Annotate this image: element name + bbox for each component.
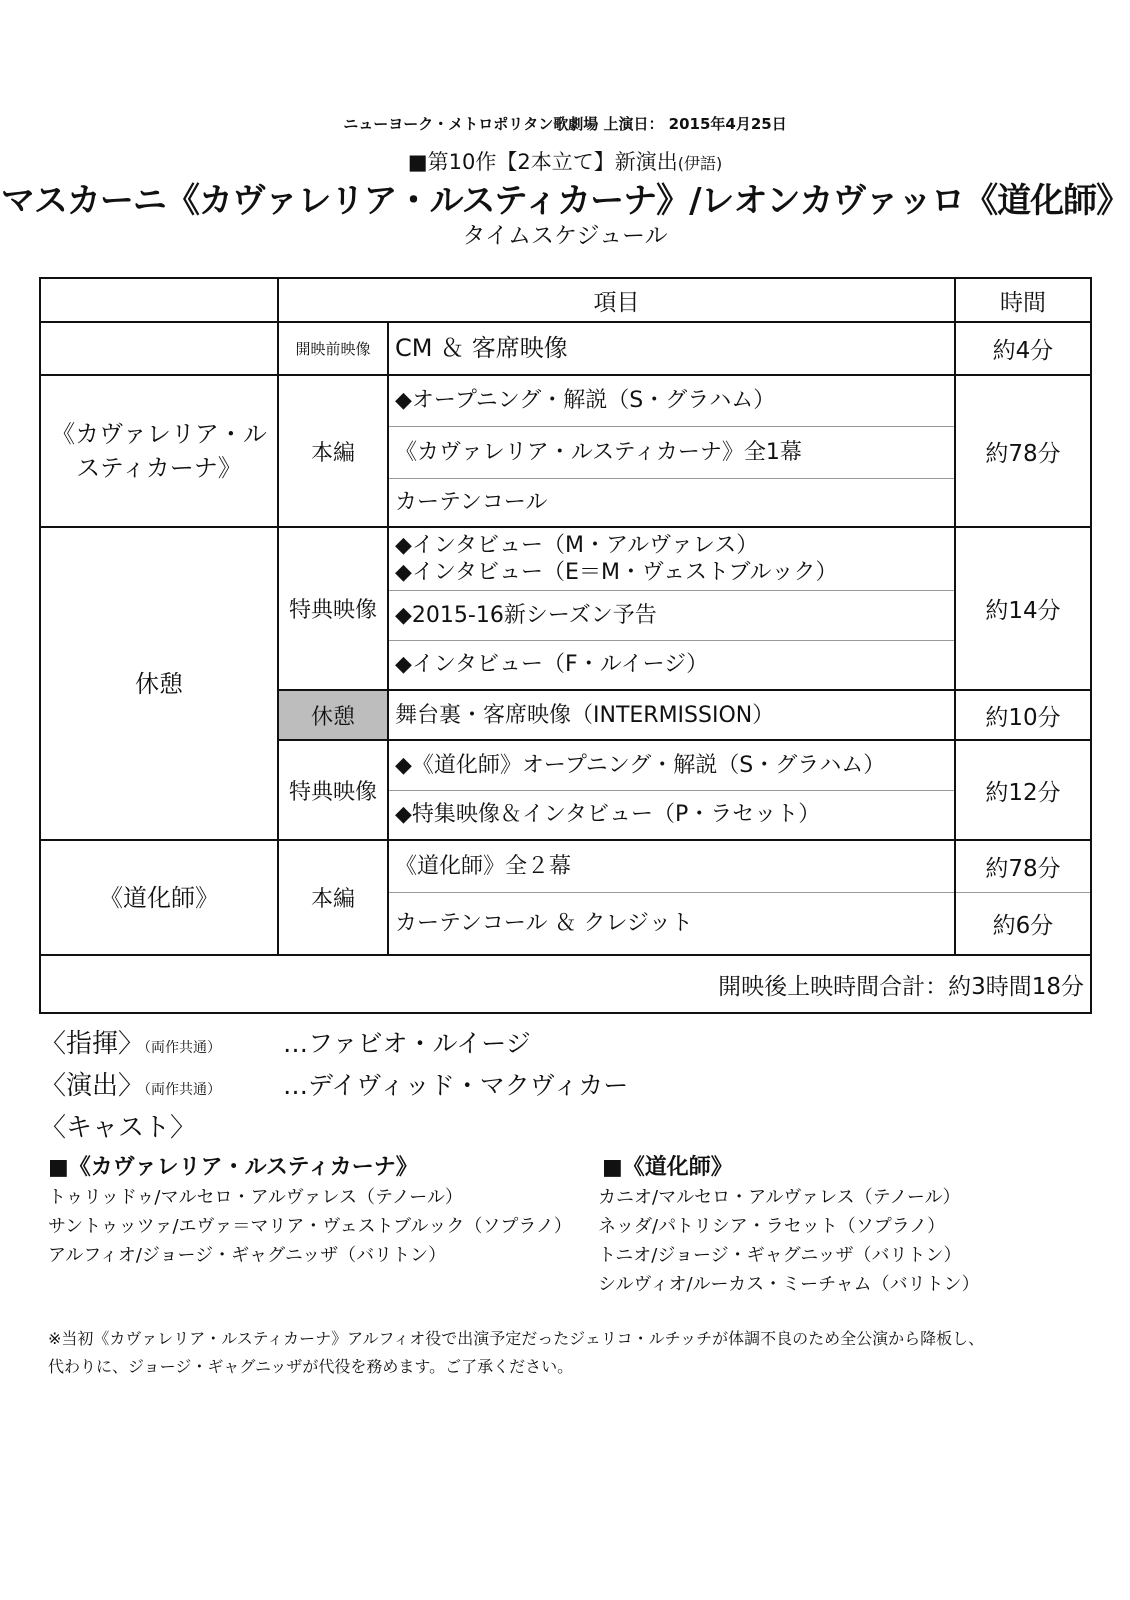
table-row <box>40 527 1091 590</box>
venue-date-line: ニューヨーク・メトロポリタン歌劇場 上演日： 2015年4月25日 <box>343 115 787 133</box>
pre-label: 開映前映像 <box>278 322 388 375</box>
conductor-name: …ファビオ・ルイージ <box>283 1029 531 1058</box>
pre-group-cell <box>40 322 278 375</box>
table-header-row <box>40 278 1091 322</box>
header-blank-cell <box>40 278 278 322</box>
cav-item: 《カヴァレリア・ルスティカーナ》全1幕 <box>388 426 955 478</box>
footnote <box>48 1325 1088 1381</box>
cast-member: サントゥッツァ/エヴァ＝マリア・ヴェストブルック（ソプラノ） <box>48 1216 572 1237</box>
header-item: 項目 <box>278 278 955 322</box>
pre-item: CM ＆ 客席映像 <box>388 322 955 375</box>
production-line <box>0 146 1130 176</box>
cast-member: トニオ/ジョージ・ギャグニッザ（バリトン） <box>598 1245 962 1266</box>
cav-group: 《カヴァレリア・ルスティカーナ》 <box>40 375 278 527</box>
intermission-label: 休憩 <box>278 690 388 740</box>
total-row <box>40 955 1091 1013</box>
break-group: 休憩 <box>40 527 278 840</box>
cav-item: カーテンコール <box>388 478 955 527</box>
table-row <box>40 375 1091 426</box>
cast-member: トゥリッドゥ/マルセロ・アルヴァレス（テノール） <box>48 1187 463 1208</box>
conductor-label <box>40 1023 221 1060</box>
director-note: （両作共通） <box>144 1082 222 1098</box>
director-label <box>40 1065 221 1102</box>
pre-time: 約4分 <box>955 322 1091 375</box>
cast-member: カニオ/マルセロ・アルヴァレス（テノール） <box>598 1187 961 1208</box>
bonus2-label: 特典映像 <box>278 740 388 840</box>
table-row <box>40 322 1091 375</box>
bonus1-item: ◆2015-16新シーズン予告 <box>388 590 955 640</box>
cast-member: ネッダ/パトリシア・ラセット（ソプラノ） <box>598 1216 946 1237</box>
page-title: マスカーニ《カヴァレリア・ルスティカーナ》/レオンカヴァッロ《道化師》 <box>0 181 1130 221</box>
pag-group: 《道化師》 <box>40 840 278 955</box>
bonus2-time: 約12分 <box>955 740 1091 840</box>
intermission-time: 約10分 <box>955 690 1091 740</box>
footnote-line: 代わりに、ジョージ・ギャグニッザが代役を務めます。ご了承ください。 <box>48 1357 574 1376</box>
bonus1-item: ◆インタビュー（F・ルイージ） <box>388 640 955 690</box>
cast-heading: 〈キャスト〉 <box>40 1113 197 1143</box>
cav-time: 約78分 <box>955 375 1091 527</box>
cast-member: アルフィオ/ジョージ・ギャグニッザ（バリトン） <box>48 1245 447 1266</box>
footnote-line: ※当初《カヴァレリア・ルスティカーナ》アルフィオ役で出演予定だったジェリコ・ルチッチが体調不良のため全公演から降板し、 <box>48 1329 985 1348</box>
pag-label: 本編 <box>278 840 388 955</box>
conductor-heading: 〈指揮〉 <box>40 1029 145 1059</box>
pag-time: 約6分 <box>955 892 1091 955</box>
bonus1-item-line: ◆インタビュー（M・アルヴァレス） <box>395 532 759 558</box>
header-time: 時間 <box>955 278 1091 322</box>
bonus1-label: 特典映像 <box>278 527 388 690</box>
cav-label: 本編 <box>278 375 388 527</box>
pag-cast-title: ■《道化師》 <box>602 1155 733 1180</box>
schedule-table <box>39 277 1092 1014</box>
director-heading: 〈演出〉 <box>40 1071 145 1101</box>
pag-cast-list <box>598 1183 980 1299</box>
intermission-item: 舞台裏・客席映像（INTERMISSION） <box>388 690 955 740</box>
total-time: 開映後上映時間合計：約3時間18分 <box>40 955 1091 1013</box>
production-language: (伊語) <box>677 154 723 173</box>
cav-cast-list <box>48 1183 572 1270</box>
bonus2-item: ◆特集映像＆インタビュー（P・ラセット） <box>388 790 955 840</box>
cast-member: シルヴィオ/ルーカス・ミーチャム（バリトン） <box>598 1274 980 1295</box>
bonus1-time: 約14分 <box>955 527 1091 690</box>
bonus1-item <box>388 527 955 590</box>
director-name: …デイヴィッド・マクヴィカー <box>283 1071 629 1100</box>
pag-item: 《道化師》全２幕 <box>388 840 955 892</box>
bonus2-item: ◆《道化師》オープニング・解説（S・グラハム） <box>388 740 955 790</box>
pag-item: カーテンコール ＆ クレジット <box>388 892 955 955</box>
cav-item: ◆オープニング・解説（S・グラハム） <box>388 375 955 426</box>
cav-cast-title: ■《カヴァレリア・ルスティカーナ》 <box>48 1155 418 1180</box>
production-main: ■第10作【2本立て】新演出 <box>407 150 678 174</box>
pag-time: 約78分 <box>955 840 1091 892</box>
page-subtitle: タイムスケジュール <box>462 223 668 249</box>
table-row <box>40 840 1091 892</box>
conductor-note: （両作共通） <box>144 1040 222 1056</box>
bonus1-item-line: ◆インタビュー（E＝M・ヴェストブルック） <box>395 559 838 585</box>
